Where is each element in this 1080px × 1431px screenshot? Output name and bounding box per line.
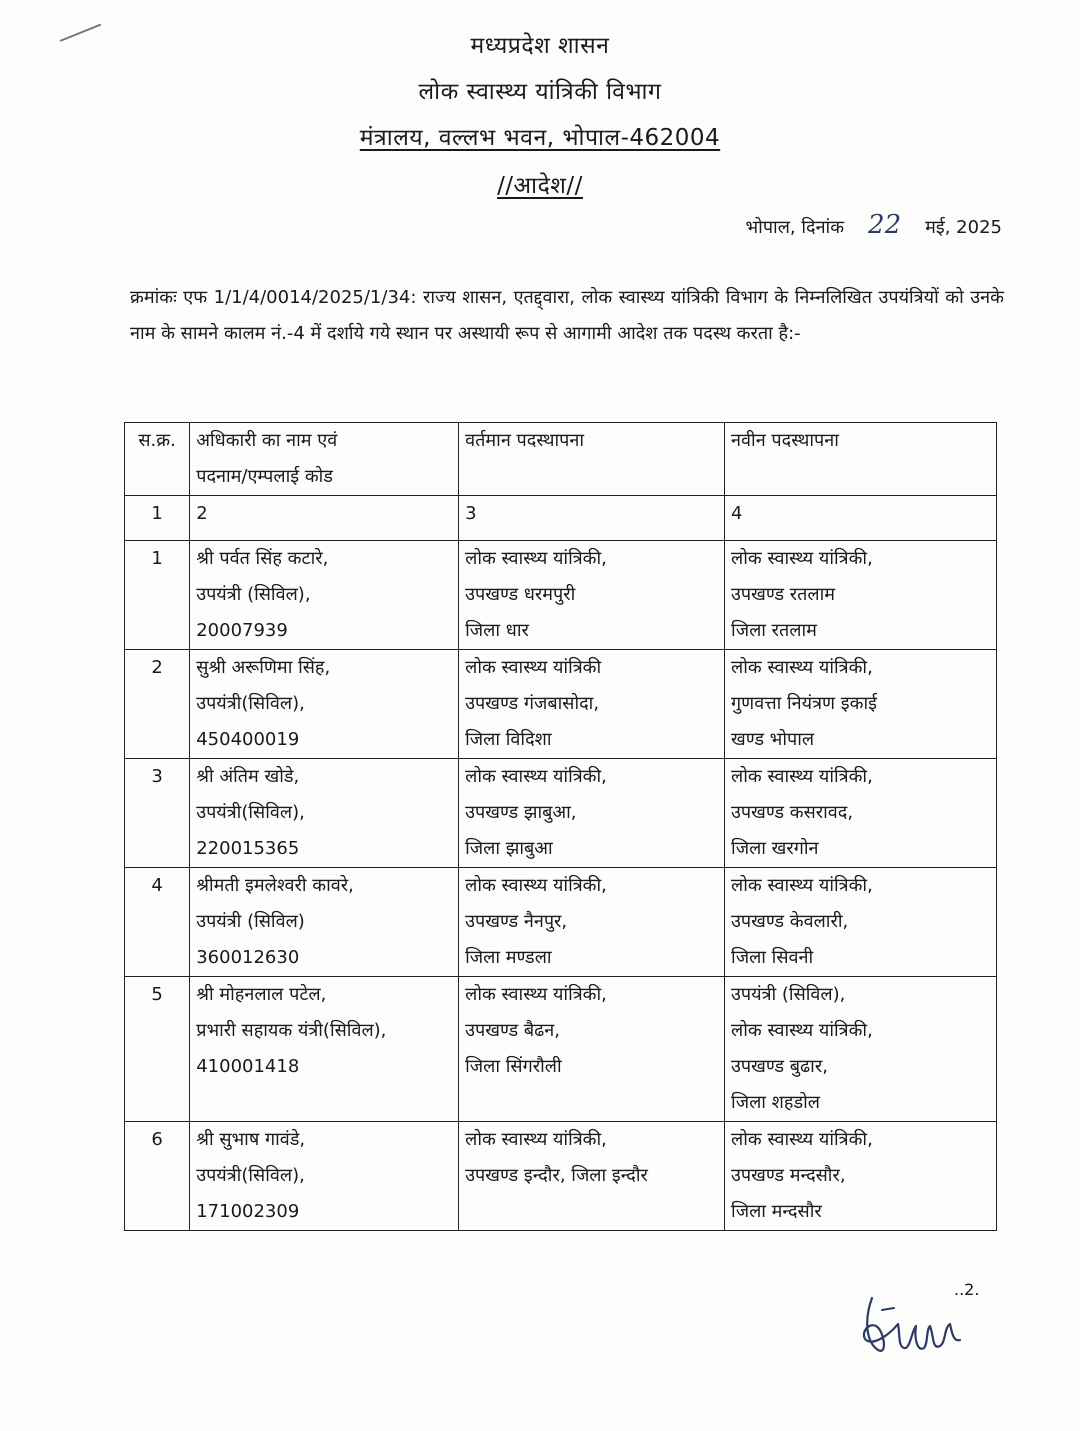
table-body <box>125 496 997 1231</box>
cell-line: लोक स्वास्थ्य यांत्रिकी, <box>731 766 873 787</box>
cell-line: 450400019 <box>196 729 300 750</box>
cell-line: श्री पर्वत सिंह कटारे, <box>196 548 329 569</box>
cell-line: लोक स्वास्थ्य यांत्रिकी, <box>465 1129 607 1150</box>
cell-line: उपखण्ड इन्दौर, जिला इन्दौर <box>465 1165 648 1186</box>
cell-line: 171002309 <box>196 1201 300 1222</box>
header-sno: स.क्र. <box>125 423 190 496</box>
cell-line: 20007939 <box>196 620 288 641</box>
serial-number-cell: 2 <box>125 650 190 759</box>
cell-line: 220015365 <box>196 838 300 859</box>
current-posting-cell <box>459 541 725 650</box>
header-new-posting: नवीन पदस्थापना <box>725 423 997 496</box>
cell-line: उपखण्ड कसरावद, <box>731 802 854 823</box>
dateline <box>746 210 1003 240</box>
table-header-row <box>125 423 997 496</box>
cell-line: जिला धार <box>465 620 529 641</box>
serial-number-cell: 1 <box>125 541 190 650</box>
handwritten-date-day: 22 <box>868 210 902 240</box>
page-continuation-marker: ..2. <box>954 1280 980 1299</box>
cell-line: जिला मण्डला <box>465 947 552 968</box>
table-row <box>125 650 997 759</box>
cell-line: लोक स्वास्थ्य यांत्रिकी, <box>731 1020 873 1041</box>
cell-line: लोक स्वास्थ्य यांत्रिकी, <box>465 984 607 1005</box>
officer-name-cell <box>190 541 459 650</box>
serial-number-cell: 6 <box>125 1122 190 1231</box>
column-number: 2 <box>190 496 459 541</box>
header-order-title: //आदेश// <box>497 173 583 199</box>
cell-line: उपखण्ड बुढार, <box>731 1056 828 1077</box>
cell-line: उपयंत्री (सिविल), <box>731 984 846 1005</box>
officer-name-cell <box>190 650 459 759</box>
cell-line: उपखण्ड बैढन, <box>465 1020 560 1041</box>
cell-line: श्री मोहनलाल पटेल, <box>196 984 327 1005</box>
cell-line: जिला मन्दसौर <box>731 1201 822 1222</box>
table-row <box>125 541 997 650</box>
serial-number-cell: 3 <box>125 759 190 868</box>
header-current-posting: वर्तमान पदस्थापना <box>459 423 725 496</box>
cell-line: जिला विदिशा <box>465 729 552 750</box>
cell-line: लोक स्वास्थ्य यांत्रिकी <box>465 657 602 678</box>
current-posting-cell <box>459 759 725 868</box>
dateline-prefix: भोपाल, दिनांक <box>745 217 845 238</box>
cell-line: श्रीमती इमलेश्वरी कावरे, <box>196 875 354 896</box>
signature <box>854 1290 964 1360</box>
officer-name-cell <box>190 759 459 868</box>
header-address: मंत्रालय, वल्लभ भवन, भोपाल-462004 <box>359 125 721 151</box>
current-posting-cell <box>459 650 725 759</box>
cell-line: 410001418 <box>196 1056 300 1077</box>
new-posting-cell <box>725 1122 997 1231</box>
column-number: 4 <box>725 496 997 541</box>
cell-line: लोक स्वास्थ्य यांत्रिकी, <box>465 766 607 787</box>
cell-line: उपयंत्री (सिविल) <box>196 911 305 932</box>
cell-line: जिला झाबुआ <box>465 838 553 859</box>
new-posting-cell <box>725 977 997 1122</box>
cell-line: जिला सिवनी <box>731 947 814 968</box>
serial-number-cell: 4 <box>125 868 190 977</box>
cell-line: उपखण्ड रतलाम <box>731 584 836 605</box>
cell-line: लोक स्वास्थ्य यांत्रिकी, <box>465 548 607 569</box>
cell-line: लोक स्वास्थ्य यांत्रिकी, <box>731 875 873 896</box>
cell-line: उपयंत्री(सिविल), <box>196 693 305 714</box>
cell-line: उपखण्ड नैनपुर, <box>465 911 568 932</box>
cell-line: जिला शहडोल <box>731 1092 820 1113</box>
new-posting-cell <box>725 541 997 650</box>
column-number: 1 <box>125 496 190 541</box>
table-row <box>125 759 997 868</box>
cell-line: लोक स्वास्थ्य यांत्रिकी, <box>731 1129 873 1150</box>
cell-line: उपखण्ड मन्दसौर, <box>731 1165 846 1186</box>
header-department: लोक स्वास्थ्य यांत्रिकी विभाग <box>418 79 662 105</box>
cell-line: जिला खरगोन <box>731 838 819 859</box>
order-paragraph: क्रमांकः एफ 1/1/4/0014/2025/1/34: राज्य शासन, एतद्द्वारा, लोक स्वास्थ्य यांत्रिकी विभाग के निम्नलिखित उपयंत्रियों को उनके नाम के सामने कालम नं.-4 में दर्शाये गये स्थान पर अस्थायी रूप से आगामी आदेश तक पदस्थ करता है:- <box>130 287 1004 344</box>
cell-line: लोक स्वास्थ्य यांत्रिकी, <box>731 548 873 569</box>
current-posting-cell <box>459 977 725 1122</box>
cell-line: उपखण्ड झाबुआ, <box>465 802 577 823</box>
postings-table <box>124 422 997 1231</box>
cell-line: जिला सिंगरौली <box>465 1056 562 1077</box>
cell-line: लोक स्वास्थ्य यांत्रिकी, <box>465 875 607 896</box>
cell-line: उपखण्ड धरमपुरी <box>465 584 576 605</box>
header-officer-name: अधिकारी का नाम एवं पदनाम/एम्पलाई कोड <box>190 423 459 496</box>
cell-line: सुश्री अरूणिमा सिंह, <box>196 657 331 678</box>
cell-line: उपयंत्री(सिविल), <box>196 802 305 823</box>
new-posting-cell <box>725 650 997 759</box>
current-posting-cell <box>459 868 725 977</box>
serial-number-cell: 5 <box>125 977 190 1122</box>
current-posting-cell <box>459 1122 725 1231</box>
officer-name-cell <box>190 1122 459 1231</box>
cell-line: उपयंत्री(सिविल), <box>196 1165 305 1186</box>
cell-line: श्री सुभाष गावंडे, <box>196 1129 306 1150</box>
cell-line: खण्ड भोपाल <box>731 729 815 750</box>
officer-name-cell <box>190 977 459 1122</box>
new-posting-cell <box>725 759 997 868</box>
dateline-suffix: मई, 2025 <box>925 217 1002 238</box>
table-row <box>125 977 997 1122</box>
cell-line: गुणवत्ता नियंत्रण इकाई <box>731 693 877 714</box>
cell-line: जिला रतलाम <box>731 620 817 641</box>
cell-line: श्री अंतिम खोडे, <box>196 766 300 787</box>
new-posting-cell <box>725 868 997 977</box>
cell-line: उपयंत्री (सिविल), <box>196 584 311 605</box>
cell-line: प्रभारी सहायक यंत्री(सिविल), <box>196 1020 387 1041</box>
header-government: मध्यप्रदेश शासन <box>470 33 610 59</box>
table-row <box>125 1122 997 1231</box>
table-row <box>125 868 997 977</box>
cell-line: 360012630 <box>196 947 300 968</box>
cell-line: लोक स्वास्थ्य यांत्रिकी, <box>731 657 873 678</box>
column-number-row <box>125 496 997 541</box>
column-number: 3 <box>459 496 725 541</box>
cell-line: उपखण्ड केवलारी, <box>731 911 849 932</box>
officer-name-cell <box>190 868 459 977</box>
cell-line: उपखण्ड गंजबासोदा, <box>465 693 600 714</box>
